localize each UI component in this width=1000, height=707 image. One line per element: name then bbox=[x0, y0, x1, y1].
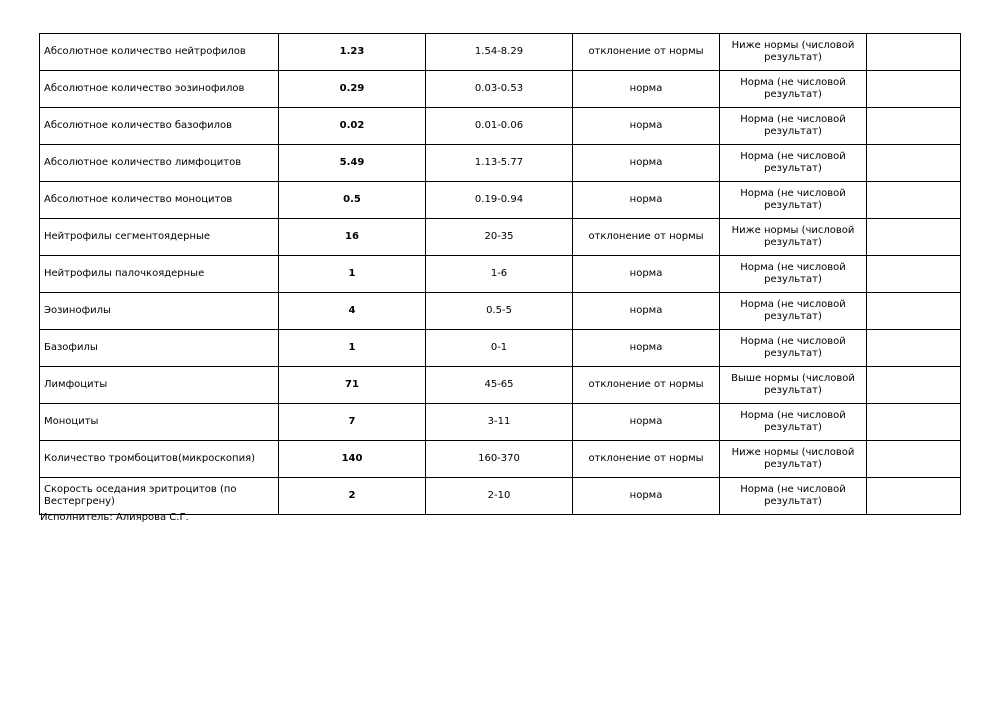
reference-range-cell: 1-6 bbox=[426, 256, 573, 293]
table-row bbox=[40, 145, 961, 182]
empty-cell bbox=[867, 71, 961, 108]
test-name-cell: Абсолютное количество эозинофилов bbox=[40, 71, 279, 108]
status-cell: норма bbox=[573, 293, 720, 330]
status-cell: отклонение от нормы bbox=[573, 219, 720, 256]
table-row bbox=[40, 478, 961, 515]
test-name-cell: Лимфоциты bbox=[40, 367, 279, 404]
table-row bbox=[40, 367, 961, 404]
status-cell: норма bbox=[573, 256, 720, 293]
reference-range-cell: 0-1 bbox=[426, 330, 573, 367]
result-value-cell: 140 bbox=[279, 441, 426, 478]
status-cell: норма bbox=[573, 330, 720, 367]
interpretation-cell: Норма (не числовой результат) bbox=[720, 108, 867, 145]
interpretation-cell: Норма (не числовой результат) bbox=[720, 71, 867, 108]
lab-results-table bbox=[39, 33, 961, 515]
table-row bbox=[40, 71, 961, 108]
result-value-cell: 4 bbox=[279, 293, 426, 330]
executor-signature: Исполнитель: Алиярова С.Г. bbox=[40, 512, 189, 523]
status-cell: норма bbox=[573, 108, 720, 145]
table-row bbox=[40, 219, 961, 256]
result-value-cell: 71 bbox=[279, 367, 426, 404]
table-row bbox=[40, 293, 961, 330]
status-cell: норма bbox=[573, 478, 720, 515]
test-name-cell: Количество тромбоцитов(микроскопия) bbox=[40, 441, 279, 478]
empty-cell bbox=[867, 404, 961, 441]
interpretation-cell: Норма (не числовой результат) bbox=[720, 145, 867, 182]
interpretation-cell: Норма (не числовой результат) bbox=[720, 330, 867, 367]
empty-cell bbox=[867, 293, 961, 330]
table-row bbox=[40, 34, 961, 71]
status-cell: отклонение от нормы bbox=[573, 441, 720, 478]
interpretation-cell: Норма (не числовой результат) bbox=[720, 256, 867, 293]
result-value-cell: 5.49 bbox=[279, 145, 426, 182]
interpretation-cell: Ниже нормы (числовой результат) bbox=[720, 219, 867, 256]
reference-range-cell: 160-370 bbox=[426, 441, 573, 478]
reference-range-cell: 1.13-5.77 bbox=[426, 145, 573, 182]
empty-cell bbox=[867, 478, 961, 515]
lab-results-body bbox=[40, 34, 961, 515]
test-name-cell: Нейтрофилы сегментоядерные bbox=[40, 219, 279, 256]
empty-cell bbox=[867, 441, 961, 478]
test-name-cell: Абсолютное количество базофилов bbox=[40, 108, 279, 145]
result-value-cell: 1 bbox=[279, 330, 426, 367]
empty-cell bbox=[867, 34, 961, 71]
empty-cell bbox=[867, 108, 961, 145]
interpretation-cell: Ниже нормы (числовой результат) bbox=[720, 441, 867, 478]
empty-cell bbox=[867, 256, 961, 293]
test-name-cell: Абсолютное количество нейтрофилов bbox=[40, 34, 279, 71]
test-name-cell: Моноциты bbox=[40, 404, 279, 441]
status-cell: отклонение от нормы bbox=[573, 34, 720, 71]
reference-range-cell: 0.19-0.94 bbox=[426, 182, 573, 219]
status-cell: норма bbox=[573, 182, 720, 219]
empty-cell bbox=[867, 182, 961, 219]
interpretation-cell: Выше нормы (числовой результат) bbox=[720, 367, 867, 404]
test-name-cell: Нейтрофилы палочкоядерные bbox=[40, 256, 279, 293]
result-value-cell: 7 bbox=[279, 404, 426, 441]
reference-range-cell: 3-11 bbox=[426, 404, 573, 441]
empty-cell bbox=[867, 330, 961, 367]
reference-range-cell: 45-65 bbox=[426, 367, 573, 404]
interpretation-cell: Норма (не числовой результат) bbox=[720, 182, 867, 219]
interpretation-cell: Ниже нормы (числовой результат) bbox=[720, 34, 867, 71]
result-value-cell: 2 bbox=[279, 478, 426, 515]
status-cell: отклонение от нормы bbox=[573, 367, 720, 404]
table-row bbox=[40, 182, 961, 219]
result-value-cell: 0.5 bbox=[279, 182, 426, 219]
result-value-cell: 1.23 bbox=[279, 34, 426, 71]
reference-range-cell: 0.5-5 bbox=[426, 293, 573, 330]
reference-range-cell: 0.01-0.06 bbox=[426, 108, 573, 145]
status-cell: норма bbox=[573, 404, 720, 441]
reference-range-cell: 2-10 bbox=[426, 478, 573, 515]
result-value-cell: 1 bbox=[279, 256, 426, 293]
table-row bbox=[40, 256, 961, 293]
test-name-cell: Скорость оседания эритроцитов (по Вестергрену) bbox=[40, 478, 279, 515]
reference-range-cell: 1.54-8.29 bbox=[426, 34, 573, 71]
test-name-cell: Абсолютное количество моноцитов bbox=[40, 182, 279, 219]
table-row bbox=[40, 441, 961, 478]
reference-range-cell: 0.03-0.53 bbox=[426, 71, 573, 108]
table-row bbox=[40, 108, 961, 145]
status-cell: норма bbox=[573, 145, 720, 182]
interpretation-cell: Норма (не числовой результат) bbox=[720, 478, 867, 515]
table-row bbox=[40, 404, 961, 441]
result-value-cell: 16 bbox=[279, 219, 426, 256]
test-name-cell: Абсолютное количество лимфоцитов bbox=[40, 145, 279, 182]
result-value-cell: 0.29 bbox=[279, 71, 426, 108]
empty-cell bbox=[867, 219, 961, 256]
empty-cell bbox=[867, 367, 961, 404]
interpretation-cell: Норма (не числовой результат) bbox=[720, 293, 867, 330]
empty-cell bbox=[867, 145, 961, 182]
reference-range-cell: 20-35 bbox=[426, 219, 573, 256]
test-name-cell: Базофилы bbox=[40, 330, 279, 367]
status-cell: норма bbox=[573, 71, 720, 108]
result-value-cell: 0.02 bbox=[279, 108, 426, 145]
table-row bbox=[40, 330, 961, 367]
interpretation-cell: Норма (не числовой результат) bbox=[720, 404, 867, 441]
test-name-cell: Эозинофилы bbox=[40, 293, 279, 330]
